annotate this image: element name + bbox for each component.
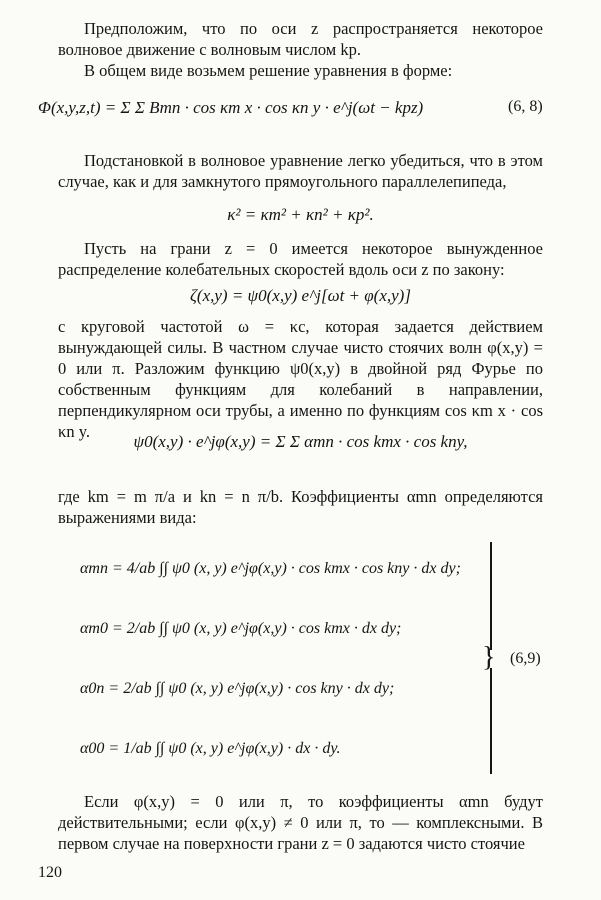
coefficients-text-block: [58, 486, 543, 528]
intro-text-block: [58, 18, 543, 81]
substitution-text-block: [58, 150, 543, 192]
brace-point: }: [482, 642, 496, 673]
substitution-paragraph: Подстановкой в волновое уравнение легко убедиться, что в этом случае, как и для замкнутого прямоугольного параллелепипеда,: [58, 151, 543, 191]
equation-k-squared: κ² = κm² + κn² + κp².: [227, 205, 374, 224]
closing-paragraph: Если φ(x,y) = 0 или π, то коэффициенты αmn будут действительными; если φ(x,y) ≠ 0 или π, то — комплексными. В первом случае на поверхности грани z = 0 задаются чисто стоячие: [58, 792, 543, 853]
closing-text-block: [58, 791, 543, 854]
intro-paragraph: Предположим, что по оси z распространяется некоторое волновое движение с волновым числом kp.: [58, 19, 543, 59]
forced-distribution-paragraph: Пусть на грани z = 0 имеется некоторое вынужденное распределение колебательных скоростей вдоль оси z по закону:: [58, 239, 543, 279]
equation-group-6-9: [0, 540, 601, 780]
equation-fourier-expansion: ψ0(x,y) · e^jφ(x,y) = Σ Σ αmn · cos kmx · cos kny,: [133, 432, 468, 451]
forced-distribution-text-block: [58, 238, 543, 280]
equation-6-8: [0, 86, 601, 138]
circular-frequency-paragraph: с круговой частотой ω = κc, которая задается действием вынуждающей силы. В частном случае чисто стоячих волн φ(x,y) = 0 или π. Разложим функцию ψ0(x,y) в двойной ряд Фурье по собственным функциям для колебаний в направлении, перпендикулярном оси трубы, а именно по функциям cos κm x · cos κn y.: [58, 317, 543, 441]
equation-6-8-text: Φ(x,y,z,t) = Σ Σ Bmn · cos κm x · cos κn y · e^j(ωt − kpz): [38, 98, 424, 117]
equation-alpha-m0: αm0 = 2/ab ∫∫ ψ0 (x, y) e^jφ(x,y) · cos kmx · dx dy;: [80, 620, 402, 637]
brace-upper: [490, 542, 492, 650]
circular-frequency-text-block: [58, 316, 543, 442]
equation-6-9-label: (6,9): [510, 650, 541, 667]
equation-alpha-mn: αmn = 4/ab ∫∫ ψ0 (x, y) e^jφ(x,y) · cos kmx · cos kny · dx dy;: [80, 560, 461, 577]
equation-alpha-0n: α0n = 2/ab ∫∫ ψ0 (x, y) e^jφ(x,y) · cos kny · dx dy;: [80, 680, 395, 697]
coefficients-paragraph: где km = m π/a и kn = n π/b. Коэффициенты αmn определяются выражениями вида:: [58, 487, 543, 527]
general-solution-line: В общем виде возьмем решение уравнения в форме:: [84, 61, 453, 80]
equation-6-8-label: (6, 8): [508, 98, 543, 115]
equation-zeta: ζ(x,y) = ψ0(x,y) e^j[ωt + φ(x,y)]: [190, 286, 411, 305]
equation-alpha-00: α00 = 1/ab ∫∫ ψ0 (x, y) e^jφ(x,y) · dx · dy.: [80, 740, 341, 757]
brace-lower: [490, 668, 492, 774]
page-number: 120: [38, 864, 62, 881]
